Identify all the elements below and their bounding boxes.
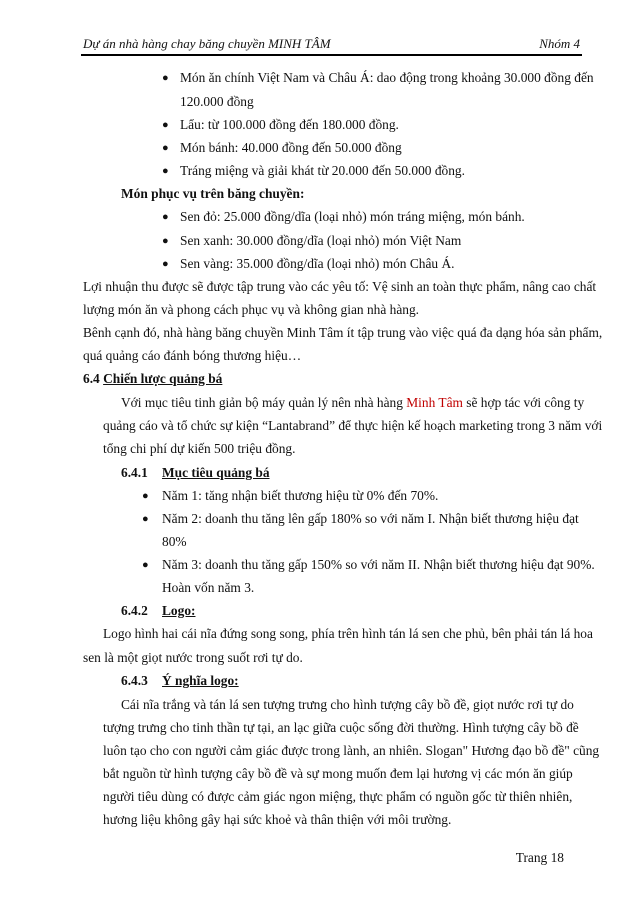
goal-item: Năm 2: doanh thu tăng lên gấp 180% so với năm I. Nhận biết thương hiệu đạt [162, 511, 579, 526]
price-item: Món ăn chính Việt Nam và Châu Á: dao động trong khoảng 30.000 đồng đến [180, 70, 594, 85]
meaning-line: hương liệu không gây hại sức khoẻ và thân thiện với môi trường. [103, 812, 452, 827]
meaning-line: bắt nguồn từ hình tượng cây bồ đề và sự mong muốn đem lại hương vị các món ăn giúp [103, 766, 573, 781]
bullet-icon: ● [142, 559, 149, 571]
profit-line: quá quảng cáo đánh bóng thương hiệu… [83, 348, 302, 363]
goal-item: Năm 1: tăng nhận biết thương hiệu từ 0% đến 70%. [162, 488, 439, 503]
conveyor-item: Sen vàng: 35.000 đồng/dĩa (loại nhỏ) món Châu Á. [180, 256, 455, 271]
subsection-number: 6.4.3 [121, 673, 148, 688]
conveyor-item: Sen xanh: 30.000 đồng/dĩa (loại nhỏ) món Việt Nam [180, 233, 462, 248]
profit-line: lượng món ăn và phong cách phục vụ và không gian nhà hàng. [83, 302, 420, 317]
subsection-number: 6.4.1 [121, 465, 148, 480]
conveyor-heading: Món phục vụ trên băng chuyền: [121, 186, 305, 201]
header-title: Dự án nhà hàng chay băng chuyền MINH TÂM [83, 36, 331, 51]
conveyor-item: Sen đỏ: 25.000 đồng/dĩa (loại nhỏ) món tráng miệng, món bánh. [180, 209, 525, 224]
price-item: Lẩu: từ 100.000 đồng đến 180.000 đồng. [180, 117, 399, 132]
subsection-title: Logo: [162, 603, 196, 618]
meaning-line: người tiêu dùng có được cảm giác ngon miệng, thực phẩm có nguồn gốc từ thiên nhiên, [103, 789, 573, 804]
intro-line: quảng cáo và tổ chức sự kiện “Lantabrand” để thực hiện kế hoạch marketing trong 3 năm với [103, 418, 603, 433]
meaning-line: Cái nĩa trắng và tán lá sen tượng trưng cho hình tượng cây bồ đề, giọt nước rơi tự do [121, 697, 574, 712]
logo-line: Logo hình hai cái nĩa đứng song song, phía trên hình tán lá sen che phủ, bên phải tán lá hoa [103, 626, 593, 641]
price-item-cont: 120.000 đồng [180, 94, 254, 109]
meaning-line: luôn tạo cho con người cảm giác được trong lành, an nhiên. Slogan" Hương đạo bồ đề" cũng [103, 743, 600, 758]
logo-line: sen là một giọt nước trong suốt rơi tự do. [83, 650, 303, 665]
subsection-title: Mục tiêu quảng bá [162, 465, 270, 480]
profit-line: Lợi nhuận thu được sẽ được tập trung vào các yêu tố: Vệ sinh an toàn thực phẩm, nâng cao chất [83, 279, 597, 294]
price-item: Món bánh: 40.000 đồng đến 50.000 đồng [180, 140, 402, 155]
section-number: 6.4 [83, 371, 100, 386]
bullet-icon: ● [142, 490, 149, 502]
goal-item: Năm 3: doanh thu tăng gấp 150% so với năm II. Nhận biết thương hiệu đạt 90%. [162, 557, 595, 572]
bullet-icon: ● [162, 235, 169, 247]
price-item: Tráng miệng và giải khát từ 20.000 đến 50.000 đồng. [180, 163, 465, 178]
intro-line [121, 395, 584, 411]
section-heading [83, 371, 222, 387]
header-group: Nhóm 4 [539, 36, 580, 51]
section-title: Chiến lược quảng bá [103, 371, 223, 386]
bullet-icon: ● [162, 142, 169, 154]
intro-pre: Với mục tiêu tinh giản bộ máy quản lý nên nhà hàng [121, 395, 407, 410]
bullet-icon: ● [162, 211, 169, 223]
intro-post: sẽ hợp tác với công ty [462, 395, 585, 410]
profit-line: Bênh cạnh đó, nhà hàng băng chuyền Minh Tâm ít tập trung vào việc quá đa dạng hóa sản phẩm, [83, 325, 603, 340]
intro-line: tổng chi phí dự kiến 500 triệu đồng. [103, 441, 296, 456]
bullet-icon: ● [142, 513, 149, 525]
bullet-icon: ● [162, 72, 169, 84]
goal-item-cont: Hoàn vốn năm 3. [162, 580, 255, 595]
goal-item-cont: 80% [162, 534, 187, 549]
bullet-icon: ● [162, 258, 169, 270]
brand-name: Minh Tâm [406, 395, 463, 410]
meaning-line: tượng trưng cho tinh thần tự tại, an lạc giữa cuộc sống đời thường. Hình tượng cây bồ đề [103, 720, 579, 735]
page-number: Trang 18 [515, 850, 564, 865]
bullet-icon: ● [162, 165, 169, 177]
page-header [81, 34, 582, 56]
subsection-title: Ý nghĩa logo: [162, 673, 239, 688]
bullet-icon: ● [162, 119, 169, 131]
subsection-number: 6.4.2 [121, 603, 148, 618]
